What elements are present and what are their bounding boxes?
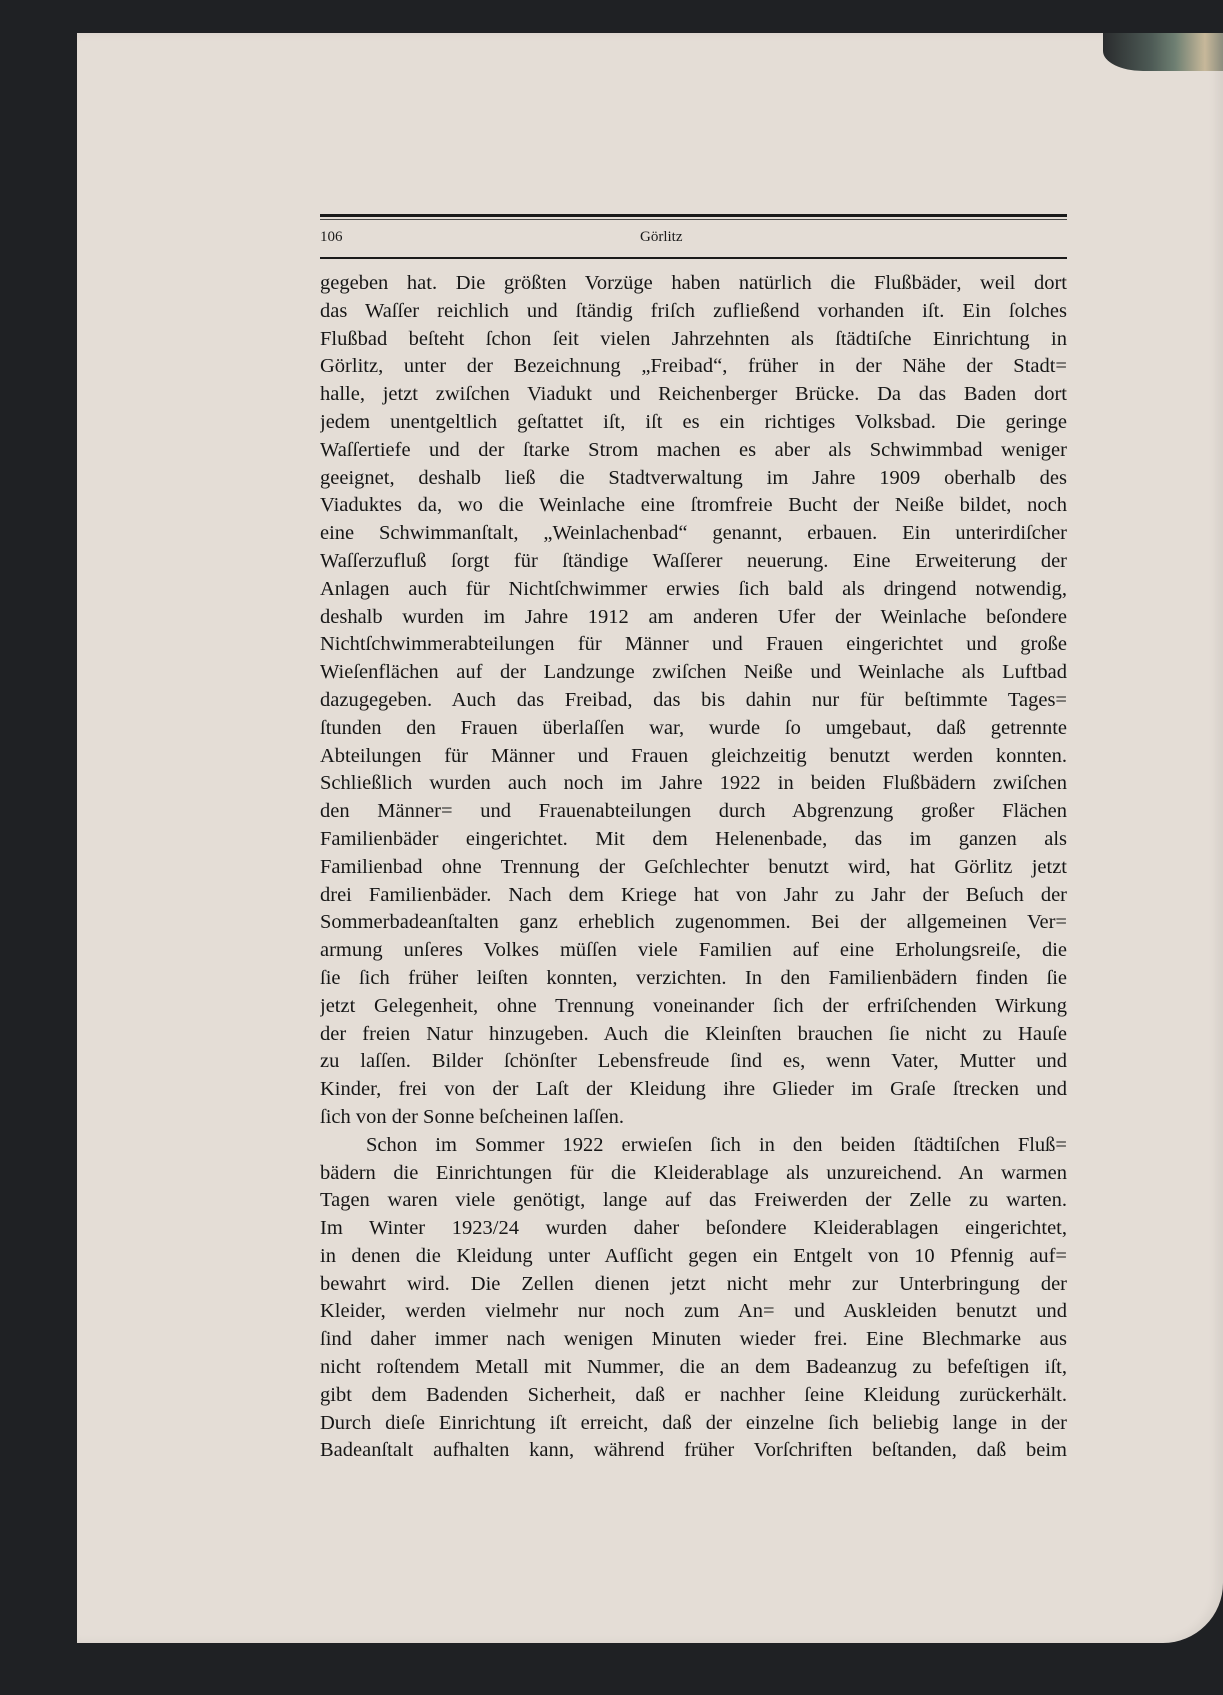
text-line: Anlagen auch für Nichtſchwimmer erwies ſich bald als dringend notwendig, [320, 577, 1067, 600]
text-line: Im Winter 1923/24 wurden daher beſondere Kleiderablagen eingerichtet, [320, 1217, 1067, 1240]
text-line: in denen die Kleidung unter Aufſicht gegen ein Entgelt von 10 Pfennig auf= [320, 1244, 1067, 1267]
running-head: Görlitz [640, 229, 683, 245]
text-line: Flußbad beſteht ſchon ſeit vielen Jahrzehnten als ſtädtiſche Einrichtung in [320, 327, 1067, 350]
text-line: zu laſſen. Bilder ſchönſter Lebensfreude ſind es, wenn Vater, Mutter und [320, 1050, 1067, 1073]
text-line: ſie ſich früher leiſten konnten, verzichten. In den Familienbädern finden ſie [320, 966, 1067, 989]
text-line: dazugegeben. Auch das Freibad, das bis dahin nur für beſtimmte Tages= [320, 688, 1067, 711]
text-line: Familienbad ohne Trennung der Geſchlechter benutzt wird, hat Görlitz jetzt [320, 855, 1067, 878]
text-line: deshalb wurden im Jahre 1912 am anderen Ufer der Weinlache beſondere [320, 605, 1067, 628]
text-line: Wieſenflächen auf der Landzunge zwiſchen Neiße und Weinlache als Luftbad [320, 661, 1067, 684]
text-line: halle, jetzt zwiſchen Viadukt und Reichenberger Brücke. Da das Baden dort [320, 383, 1067, 406]
text-line: geeignet, deshalb ließ die Stadtverwaltung im Jahre 1909 oberhalb des [320, 466, 1067, 489]
text-line: jetzt Gelegenheit, ohne Trennung voneinander ſich der erfriſchenden Wirkung [320, 994, 1067, 1017]
text-line: ſind daher immer nach wenigen Minuten wieder frei. Eine Blechmarke aus [320, 1328, 1067, 1351]
text-line: nicht roſtendem Metall mit Nummer, die an dem Badeanzug zu befeſtigen iſt, [320, 1356, 1067, 1379]
text-line: Familienbäder eingerichtet. Mit dem Helenenbade, das im ganzen als [320, 827, 1067, 850]
text-line: Schließlich wurden auch noch im Jahre 1922 in beiden Flußbädern zwiſchen [320, 772, 1067, 795]
text-line: bädern die Einrichtungen für die Kleiderablage als unzureichend. An warmen [320, 1161, 1067, 1184]
text-line: den Männer= und Frauenabteilungen durch Abgrenzung großer Flächen [320, 800, 1067, 823]
header-rule-top [320, 214, 1067, 217]
text-line: jedem unentgeltlich geſtattet iſt, iſt es ein richtiges Volksbad. Die geringe [320, 410, 1067, 433]
text-line: Tagen waren viele genötigt, lange auf das Freiwerden der Zelle zu warten. [320, 1189, 1067, 1212]
text-line: Viaduktes da, wo die Weinlache eine ſtromfreie Bucht der Neiße bildet, noch [320, 494, 1067, 517]
text-line: Waſſertiefe und der ſtarke Strom machen es aber als Schwimmbad weniger [320, 438, 1067, 461]
text-line: Kleider, werden vielmehr nur noch zum An= und Auskleiden benutzt und [320, 1300, 1067, 1323]
header-rule-thin [320, 219, 1067, 220]
text-line: armung unſeres Volkes müſſen viele Familien auf eine Erholungsreiſe, die [320, 939, 1067, 962]
text-line: Abteilungen für Männer und Frauen gleichzeitig benutzt werden konnten. [320, 744, 1067, 767]
text-line: ſich von der Sonne beſcheinen laſſen. [320, 1105, 624, 1128]
text-line: gibt dem Badenden Sicherheit, daß er nachher ſeine Kleidung zurückerhält. [320, 1383, 1067, 1406]
text-line: gegeben hat. Die größten Vorzüge haben natürlich die Flußbäder, weil dort [320, 272, 1067, 294]
text-line: drei Familienbäder. Nach dem Kriege hat von Jahr zu Jahr der Beſuch der [320, 883, 1067, 906]
text-line: ſtunden den Frauen überlaſſen war, wurde ſo umgebaut, daß getrennte [320, 716, 1067, 739]
text-line: bewahrt wird. Die Zellen dienen jetzt nicht mehr zur Unterbringung der [320, 1272, 1067, 1295]
text-line: Kinder, frei von der Laſt der Kleidung ihre Glieder im Graſe ſtrecken und [320, 1078, 1067, 1101]
text-line: Görlitz, unter der Bezeichnung „Freibad“, früher in der Nähe der Stadt= [320, 355, 1067, 378]
text-line: Badeanſtalt aufhalten kann, während früher Vorſchriften beſtanden, daß beim [320, 1439, 1067, 1462]
text-line: Nichtſchwimmerabteilungen für Männer und Frauen eingerichtet und große [320, 633, 1067, 656]
text-line: Waſſerzufluß ſorgt für ſtändige Waſſerer neuerung. Eine Erweiterung der [320, 549, 1067, 572]
text-line: der freien Natur hinzugeben. Auch die Kleinſten brauchen ſie nicht zu Hauſe [320, 1022, 1067, 1045]
header-rule-bottom [320, 257, 1067, 259]
text-line: das Waſſer reichlich und ſtändig friſch zufließend vorhanden iſt. Ein ſolches [320, 299, 1067, 322]
body-text [320, 270, 1067, 1465]
text-line: Sommerbadeanſtalten ganz erheblich zugenommen. Bei der allgemeinen Ver= [320, 911, 1067, 934]
book-edge [1103, 33, 1223, 71]
text-line: eine Schwimmanſtalt, „Weinlachenbad“ genannt, erbauen. Ein unterirdiſcher [320, 522, 1067, 545]
text-line: Durch dieſe Einrichtung iſt erreicht, daß der einzelne ſich beliebig lange in der [320, 1411, 1067, 1434]
page-number: 106 [320, 229, 343, 245]
text-line: Schon im Sommer 1922 erwieſen ſich in den beiden ſtädtiſchen Fluß= [366, 1133, 1067, 1156]
